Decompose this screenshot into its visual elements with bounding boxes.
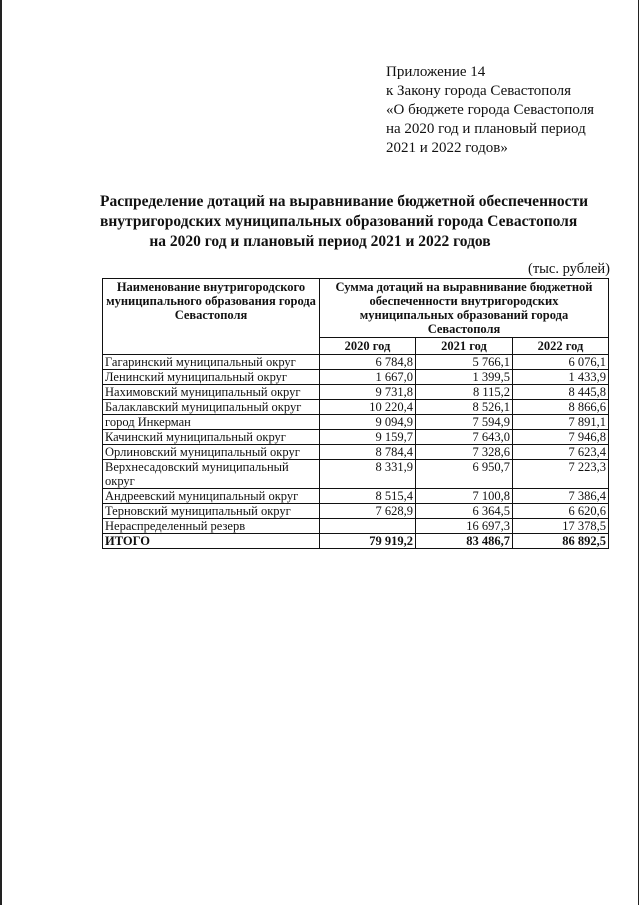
value-2020: 9 159,7 xyxy=(320,430,416,445)
table-row xyxy=(103,385,609,400)
value-2022: 7 891,1 xyxy=(512,415,608,430)
page-right-edge xyxy=(638,0,639,905)
annex-line: Приложение 14 xyxy=(386,64,486,80)
annex-line: к Закону города Севастополя xyxy=(386,83,572,99)
municipality-name: Нахимовский муниципальный округ xyxy=(103,385,320,400)
value-2021: 5 766,1 xyxy=(415,355,512,370)
value-2021: 6 364,5 xyxy=(415,504,512,519)
annex-header xyxy=(386,63,594,158)
value-2021: 16 697,3 xyxy=(415,519,512,534)
municipality-name: Гагаринский муниципальный округ xyxy=(103,355,320,370)
value-2020: 9 094,9 xyxy=(320,415,416,430)
title-line: на 2020 год и плановый период 2021 и 2022 годов xyxy=(149,233,491,250)
table-row xyxy=(103,445,609,460)
value-2021: 6 950,7 xyxy=(415,460,512,489)
value-2022: 1 433,9 xyxy=(512,370,608,385)
page-left-edge xyxy=(0,0,2,905)
table-row xyxy=(103,430,609,445)
value-2020: 1 667,0 xyxy=(320,370,416,385)
annex-line: на 2020 год и плановый период xyxy=(386,121,586,137)
title-line: Распределение дотаций на выравнивание бюджетной обеспеченности xyxy=(100,193,589,210)
municipality-name: Нераспределенный резерв xyxy=(103,519,320,534)
municipality-name: город Инкерман xyxy=(103,415,320,430)
value-2021: 7 100,8 xyxy=(415,489,512,504)
table-row xyxy=(103,415,609,430)
municipality-name: Верхнесадовский муниципальный округ xyxy=(103,460,320,489)
table-row xyxy=(103,355,609,370)
table-row xyxy=(103,400,609,415)
value-2021: 8 526,1 xyxy=(415,400,512,415)
municipality-name: Терновский муниципальный округ xyxy=(103,504,320,519)
value-2022: 7 623,4 xyxy=(512,445,608,460)
annex-line: 2021 и 2022 годов» xyxy=(386,140,508,156)
municipality-name: Ленинский муниципальный округ xyxy=(103,370,320,385)
value-2021: 1 399,5 xyxy=(415,370,512,385)
municipality-name: Андреевский муниципальный округ xyxy=(103,489,320,504)
header-year-2021: 2021 год xyxy=(415,338,512,355)
municipality-name: Качинский муниципальный округ xyxy=(103,430,320,445)
table-row xyxy=(103,489,609,504)
header-name: Наименование внутригородского муниципального образования города Севастополя xyxy=(103,279,320,355)
total-row xyxy=(103,534,609,549)
value-2021: 83 486,7 xyxy=(415,534,512,549)
value-2022: 86 892,5 xyxy=(512,534,608,549)
value-2022: 8 866,6 xyxy=(512,400,608,415)
annex-line: «О бюджете города Севастополя xyxy=(386,102,595,118)
value-2020: 10 220,4 xyxy=(320,400,416,415)
table-row xyxy=(103,460,609,489)
value-2020: 6 784,8 xyxy=(320,355,416,370)
table-row xyxy=(103,504,609,519)
value-2022: 17 378,5 xyxy=(512,519,608,534)
value-2020: 8 515,4 xyxy=(320,489,416,504)
value-2020 xyxy=(320,519,416,534)
header-row xyxy=(103,279,609,338)
municipality-name: ИТОГО xyxy=(103,534,320,549)
municipality-name: Балаклавский муниципальный округ xyxy=(103,400,320,415)
unit-label: (тыс. рублей) xyxy=(528,261,610,277)
value-2020: 9 731,8 xyxy=(320,385,416,400)
header-sum: Сумма дотаций на выравнивание бюджетной обеспеченности внутригородских муниципальных образований города Севастополя xyxy=(320,279,609,338)
value-2021: 7 594,9 xyxy=(415,415,512,430)
document-title xyxy=(100,192,589,252)
title-line: внутригородских муниципальных образований города Севастополя xyxy=(100,213,578,230)
value-2021: 8 115,2 xyxy=(415,385,512,400)
value-2022: 8 445,8 xyxy=(512,385,608,400)
subsidy-table xyxy=(102,278,609,549)
value-2020: 8 331,9 xyxy=(320,460,416,489)
value-2021: 7 643,0 xyxy=(415,430,512,445)
value-2022: 6 076,1 xyxy=(512,355,608,370)
value-2022: 7 223,3 xyxy=(512,460,608,489)
table-row xyxy=(103,519,609,534)
municipality-name: Орлиновский муниципальный округ xyxy=(103,445,320,460)
value-2021: 7 328,6 xyxy=(415,445,512,460)
header-year-2022: 2022 год xyxy=(512,338,608,355)
value-2022: 7 386,4 xyxy=(512,489,608,504)
value-2020: 8 784,4 xyxy=(320,445,416,460)
header-year-2020: 2020 год xyxy=(320,338,416,355)
value-2020: 7 628,9 xyxy=(320,504,416,519)
table-row xyxy=(103,370,609,385)
value-2022: 6 620,6 xyxy=(512,504,608,519)
value-2020: 79 919,2 xyxy=(320,534,416,549)
value-2022: 7 946,8 xyxy=(512,430,608,445)
